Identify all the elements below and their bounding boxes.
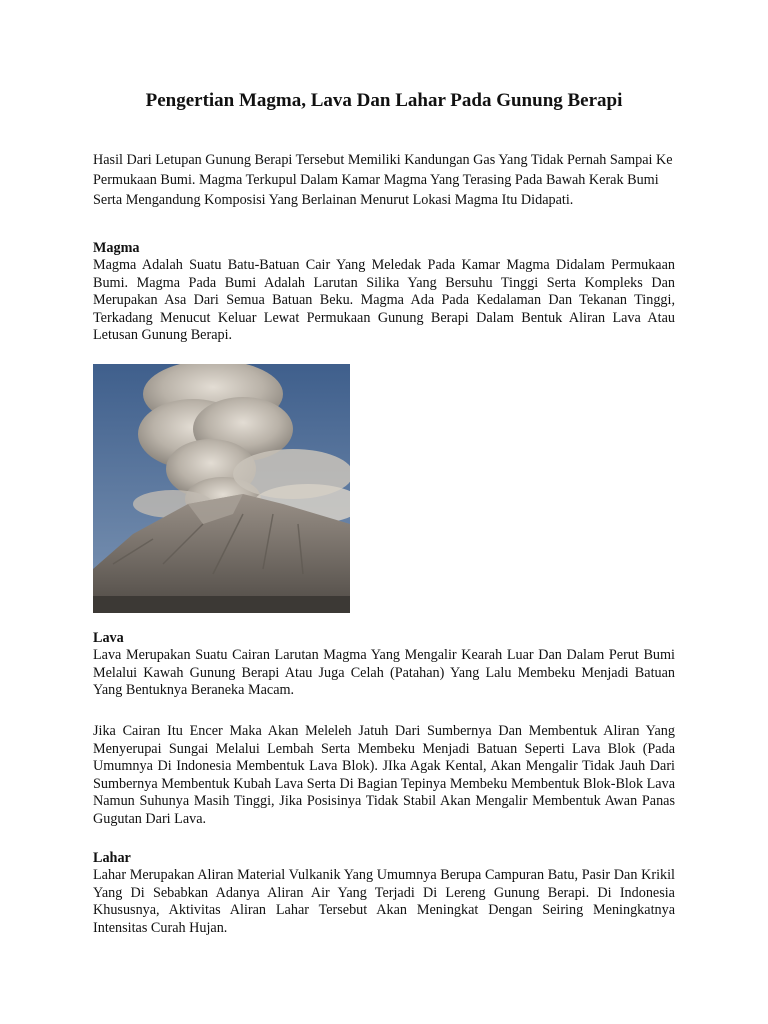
intro-paragraph: Hasil Dari Letupan Gunung Berapi Tersebut Memiliki Kandungan Gas Yang Tidak Pernah Sampai Ke Permukaan Bumi. Magma Terkupul Dalam Kamar Magma Yang Terasing Pada Bawah Kerak Bumi Serta Mengandung Komposisi Yang Berlainan Menurut Lokasi Magma Itu Didapati. [93, 152, 673, 208]
magma-section [93, 240, 675, 345]
lahar-section [93, 850, 675, 937]
magma-heading: Magma [93, 240, 140, 256]
magma-paragraph: Magma Adalah Suatu Batu-Batuan Cair Yang Meledak Pada Kamar Magma Didalam Permukaan Bumi. Magma Pada Bumi Adalah Larutan Silika Yang Bersuhu Tinggi Serta Kompleks Dan Merupakan Asa Dari Semua Batuan Beku. Magma Ada Pada Kedalaman Dan Tekanan Tinggi, Terkadang Menucut Keluar Lewat Permukaan Gunung Berapi Dalam Bentuk Aliran Lava Atau Letusan Gunung Berapi. [93, 257, 675, 343]
lava-section-continued [93, 723, 675, 828]
lava-heading: Lava [93, 630, 124, 646]
lahar-paragraph: Lahar Merupakan Aliran Material Vulkanik Yang Umumnya Berupa Campuran Batu, Pasir Dan Krikil Yang Di Sebabkan Adanya Aliran Air Yang Terjadi Di Lereng Gunung Berapi. Di Indonesia Khususnya, Aktivitas Aliran Lahar Tersebut Akan Meningkat Dengan Seiring Meningkatnya Intensitas Curah Hujan. [93, 867, 675, 936]
lahar-heading: Lahar [93, 850, 131, 866]
lava-paragraph-2: Jika Cairan Itu Encer Maka Akan Meleleh Jatuh Dari Sumbernya Dan Membentuk Aliran Yang Menyerupai Sungai Melalui Lembah Serta Membeku Menjadi Batuan Seperti Lava Blok (Pada Umumnya Di Indonesia Membentuk Lava Blok). JIka Agak Kental, Akan Mengalir Tidak Jauh Dari Sumbernya Membentuk Kubah Lava Serta Di Bagian Tepinya Membeku Membentuk Blok-Blok Lava Namun Suhunya Masih Tinggi, Jika Posisinya Tidak Stabil Akan Mengalir Membentuk Awan Panas Gugutan Dari Lava. [93, 723, 675, 827]
volcano-eruption-photo [93, 364, 350, 613]
lava-section [93, 630, 675, 700]
lava-paragraph: Lava Merupakan Suatu Cairan Larutan Magma Yang Mengalir Kearah Luar Dan Dalam Perut Bumi Melalui Kawah Gunung Berapi Atau Juga Celah (Patahan) Yang Lalu Membeku Menjadi Batuan Yang Bentuknya Beraneka Macam. [93, 647, 675, 698]
page-title: Pengertian Magma, Lava Dan Lahar Pada Gunung Berapi [145, 90, 623, 111]
